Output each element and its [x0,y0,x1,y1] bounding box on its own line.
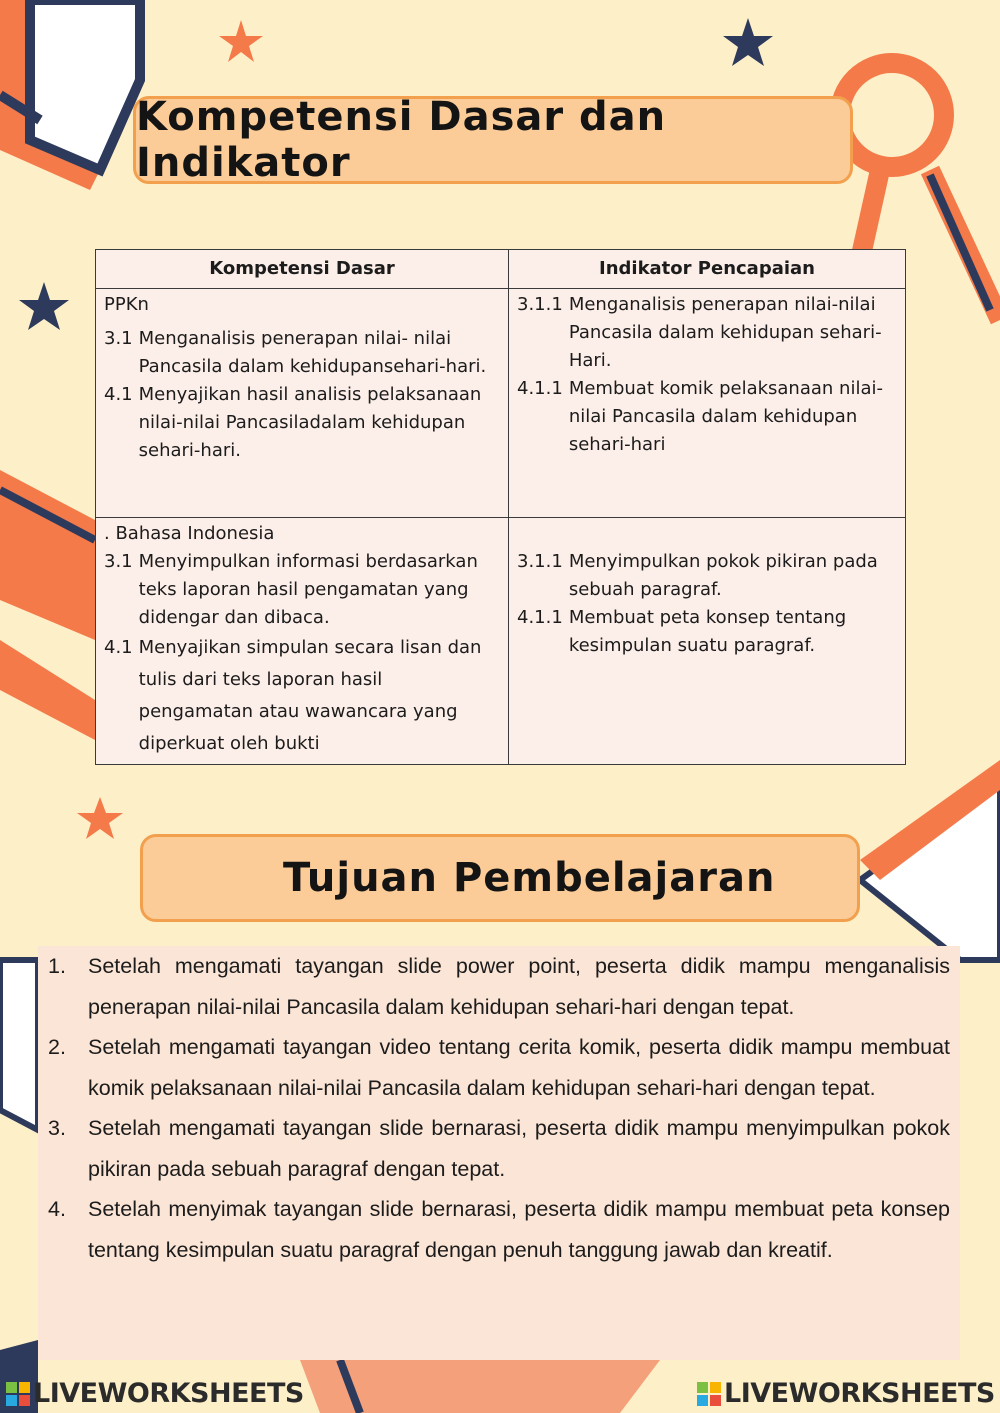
kd-text: Menganalisis penerapan nilai- nilai Pancasila dalam kehidupansehari-hari. [138,328,487,377]
eraser-illustration [0,0,140,190]
list-item [46,1189,950,1270]
goal-number: 2. [48,1035,66,1059]
kd-text: Menyimpulkan informasi berdasarkan teks laporan hasil pengamatan yang didengar dan dibaca. [138,551,478,628]
header-kompetensi-dasar: Kompetensi Dasar [96,250,509,289]
indicator-text: Membuat komik pelaksanaan nilai-nilai Pancasila dalam kehidupan sehari-hari [568,378,883,455]
kd-item [104,325,502,381]
goal-text: Setelah mengamati tayangan slide power point, peserta didik mampu menganalisis penerapan nilai-nilai Pancasila dalam kehidupan sehari-hari dengan tepat. [88,954,950,1019]
header-indikator: Indikator Pencapaian [509,250,906,289]
subject-label: . Bahasa Indonesia [104,523,275,544]
star-icon [77,797,123,839]
goals-list [46,946,950,1270]
subject-label: PPKn [104,294,149,315]
liveworksheets-logo-left[interactable] [6,1378,304,1409]
table-row [96,518,906,765]
indicator-number: 3.1.1 [517,551,563,572]
indicator-item [517,548,899,604]
list-item [46,1108,950,1189]
kd-cell [96,518,509,765]
table-row [96,289,906,518]
indicator-number: 4.1.1 [517,607,563,628]
goal-text: Setelah mengamati tayangan slide bernarasi, peserta didik mampu menyimpulkan pokok pikiran pada sebuah paragraf dengan tepat. [88,1116,950,1181]
star-icon [723,18,773,66]
indicator-text: Menganalisis penerapan nilai-nilai Pancasila dalam kehidupan sehari-Hari. [568,294,882,371]
star-icon [219,20,263,62]
indicator-text: Membuat peta konsep tentang kesimpulan suatu paragraf. [568,607,847,656]
list-item [46,946,950,1027]
kd-number: 3.1 [104,328,133,349]
liveworksheets-icon [6,1382,30,1406]
list-item [46,1027,950,1108]
table-header-row [96,250,906,289]
goal-number: 3. [48,1116,66,1140]
indicator-number: 4.1.1 [517,378,563,399]
kd-number: 3.1 [104,551,133,572]
section-title-tujuan: Tujuan Pembelajaran [140,834,860,922]
indicator-number: 3.1.1 [517,294,563,315]
kd-cell [96,289,509,518]
kd-item [104,548,502,632]
competency-table [95,249,906,765]
goal-number: 4. [48,1197,66,1221]
liveworksheets-icon [697,1382,721,1406]
crayon-illustration [860,760,1000,960]
goal-number: 1. [48,954,66,978]
kd-number: 4.1 [104,637,133,658]
goal-text: Setelah menyimak tayangan slide bernarasi, peserta didik mampu membuat peta konsep tentang kesimpulan suatu paragraf dengan penuh tanggung jawab dan kreatif. [88,1197,950,1262]
kd-text: Menyajikan simpulan secara lisan dan tulis dari teks laporan hasil pengamatan atau wawancara yang diperkuat oleh bukti [138,637,482,754]
left-shape [0,960,38,1130]
goal-text: Setelah mengamati tayangan video tentang cerita komik, peserta didik mampu membuat komik pelaksanaan nilai-nilai Pancasila dalam kehidupan sehari-hari dengan tepat. [88,1035,950,1100]
kd-item [104,381,502,465]
indicator-text: Menyimpulkan pokok pikiran pada sebuah paragraf. [568,551,878,600]
liveworksheets-logo-right[interactable] [697,1378,995,1409]
indicator-cell [509,518,906,765]
kd-number: 4.1 [104,384,133,405]
indicator-cell [509,289,906,518]
pencil-illustration [0,470,95,740]
kd-text: Menyajikan hasil analisis pelaksanaan nilai-nilai Pancasiladalam kehidupan sehari-hari. [138,384,482,461]
logo-text: LIVEWORKSHEETS [33,1378,304,1409]
star-icon [19,282,69,330]
logo-text: LIVEWORKSHEETS [724,1378,995,1409]
kd-item [104,632,502,760]
section-title-kompetensi: Kompetensi Dasar dan Indikator [133,96,853,184]
indicator-item [517,291,899,375]
indicator-item [517,604,899,660]
indicator-item [517,375,899,459]
learning-goals [38,946,960,1360]
